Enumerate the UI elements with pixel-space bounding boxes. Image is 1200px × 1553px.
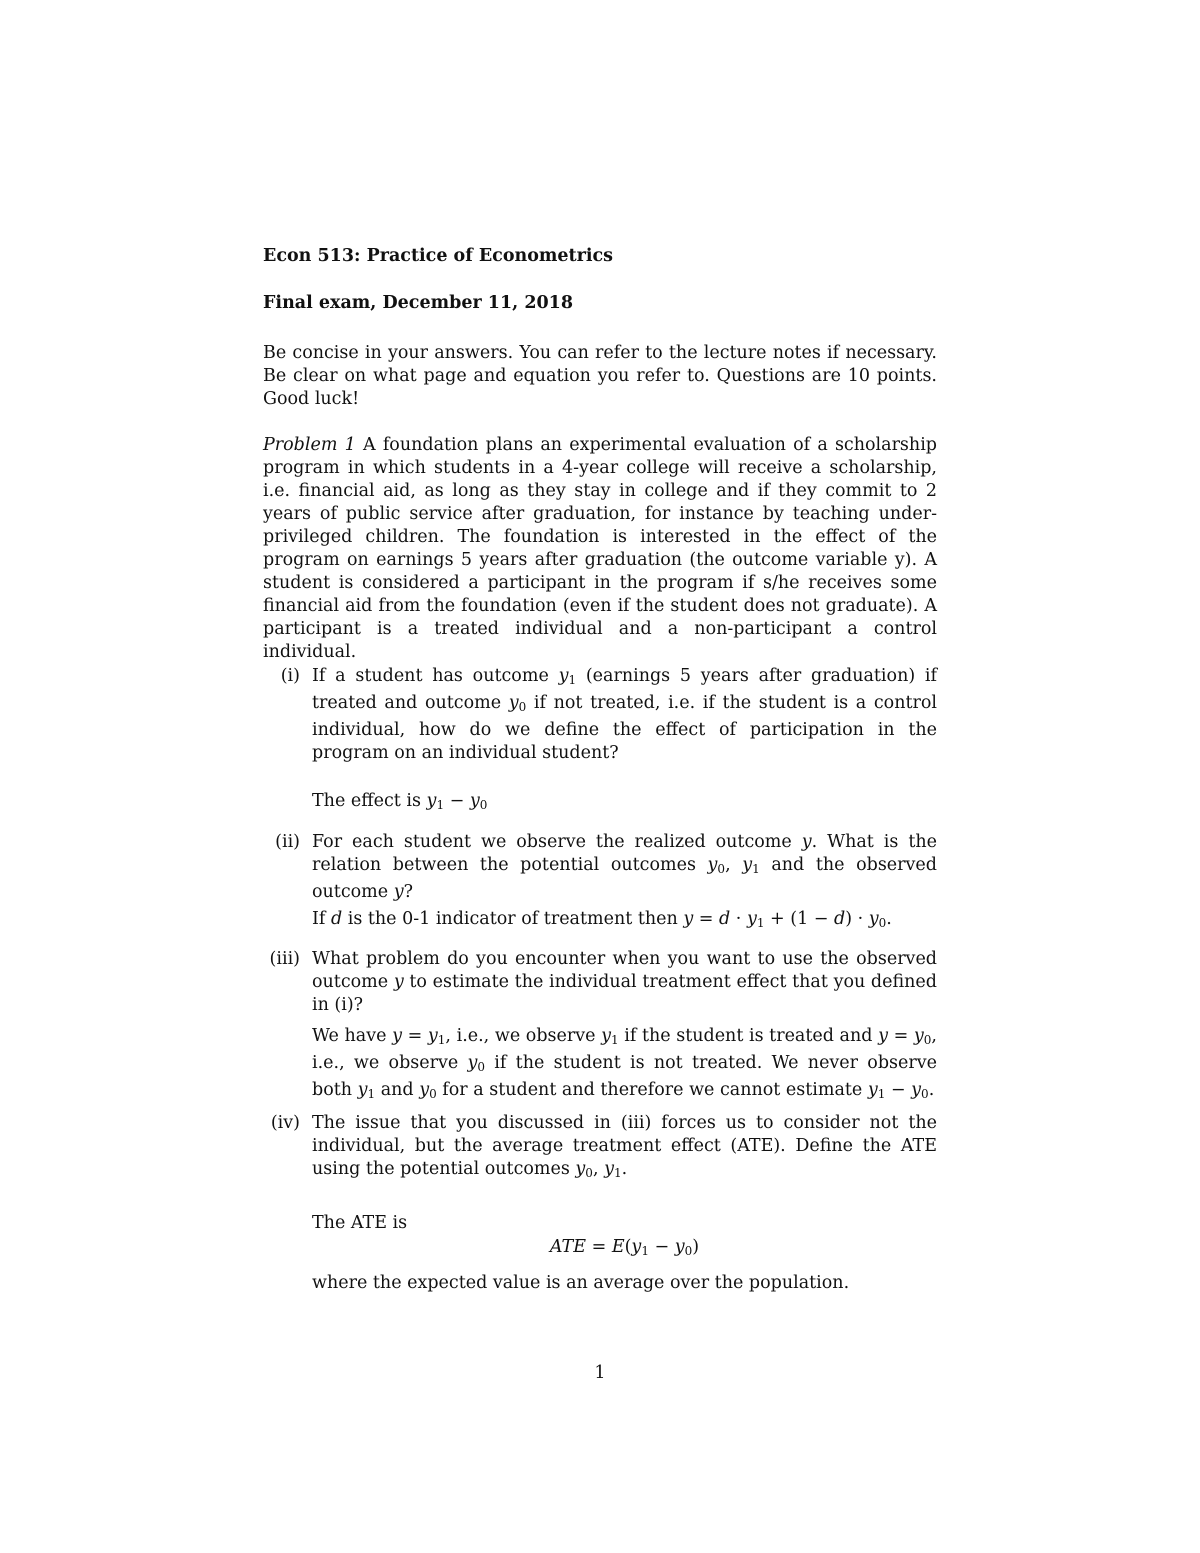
- question-text: The issue that you discussed in (iii) forces us to consider not the individual, but the average treatment effect (ATE). Define the ATE using the potential outcomes $y_0$, $y_1$.: [312, 1113, 937, 1180]
- question-number: (i): [280, 666, 300, 686]
- problem-text: A foundation plans an experimental evaluation of a scholarship program in which students in a 4-year college will receive a scholarship, i.e. financial aid, as long as they stay in college and if they commit to 2 years of public service after graduation, for instance by teaching under-privileged children. The foundation is interested in the effect of the program on earnings 5 years after graduation (the outcome variable y). A student is considered a participant in the program if s/he receives some financial aid from the foundation (even if the student does not graduate). A participant is a treated individual and a non-participant a control individual.: [263, 435, 937, 662]
- exam-title: Final exam, December 11, 2018: [263, 293, 574, 313]
- question-text: For each student we observe the realized outcome y. What is the relation between the potential outcomes $y_0$, $y_1$ and the observed outcome y?: [312, 832, 937, 902]
- ate-equation: ATE = $E(y_1 - y_0)$: [549, 1237, 700, 1258]
- answer-text: The effect is $y_1 - y_0$: [312, 791, 488, 812]
- answer-text: where the expected value is an average over the population.: [312, 1273, 850, 1293]
- answer-text: If d is the 0-1 indicator of treatment then $y = d \cdot y_1 + (1 - d) \cdot y_0$.: [312, 909, 892, 930]
- problem-body: [263, 434, 937, 664]
- answer-intro: The ATE is: [312, 1213, 408, 1233]
- question-number: (iv): [270, 1113, 300, 1133]
- question-number: (ii): [275, 832, 300, 852]
- question-text: If a student has outcome $y_1$ (earnings 5 years after graduation) if treated and outcome $y_0$ if not treated, i.e. if the student is a control individual, how do we define the effect of participation in the program on an individual student?: [312, 666, 937, 763]
- problem-label: Problem 1: [263, 435, 356, 455]
- instructions-paragraph: [263, 342, 937, 411]
- page-number: 1: [594, 1363, 606, 1383]
- instructions-text: Be concise in your answers. You can refer to the lecture notes if necessary. Be clear on what page and equation you refer to. Questions are 10 points. Good luck!: [263, 343, 937, 409]
- answer-text: We have $y = y_1$, i.e., we observe $y_1$ if the student is treated and $y = y_0$, i.e., we observe $y_0$ if the student is not treated. We never observe both $y_1$ and $y_0$ for a student and therefore we cannot estimate $y_1 - y_0$.: [312, 1026, 937, 1101]
- question-number: (iii): [269, 949, 300, 969]
- course-title: Econ 513: Practice of Econometrics: [263, 246, 614, 266]
- question-text: What problem do you encounter when you want to use the observed outcome y to estimate the individual treatment effect that you defined in (i)?: [312, 949, 937, 1015]
- problem-paragraph: [263, 434, 937, 664]
